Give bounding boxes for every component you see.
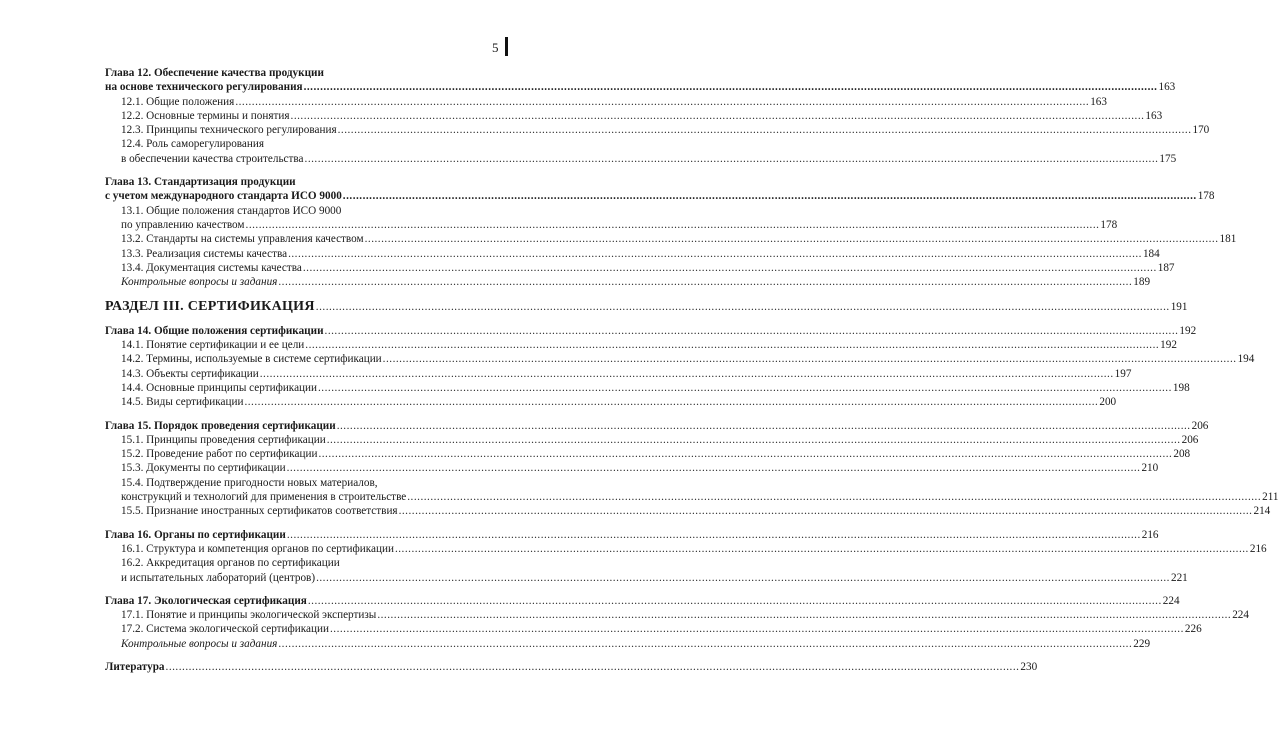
chapter-12-title[interactable]: Глава 12. Обеспечение качества продукции xyxy=(105,67,324,79)
toc-entry-text: 14.2. Термины, используемые в системе сертификации xyxy=(121,353,382,366)
toc-entry-cont[interactable] xyxy=(105,571,1188,585)
dot-leader xyxy=(330,622,1184,636)
toc-entry-text: РАЗДЕЛ III. СЕРТИФИКАЦИЯ xyxy=(105,299,315,315)
control-questions-entry[interactable] xyxy=(105,637,1151,651)
dot-leader xyxy=(288,247,1142,261)
page-ref: 211 xyxy=(1262,491,1279,504)
dot-leader xyxy=(383,352,1237,366)
chapter-15-title[interactable] xyxy=(105,419,1209,433)
toc-entry[interactable] xyxy=(105,109,1163,123)
toc-entry-text: 14.3. Объекты сертификации xyxy=(121,367,259,380)
page-ref: 208 xyxy=(1173,448,1191,461)
dot-leader xyxy=(327,433,1181,447)
part-3-title[interactable] xyxy=(105,299,1188,315)
page-ref: 163 xyxy=(1090,95,1107,108)
toc-entry[interactable] xyxy=(105,367,1132,381)
toc-entry-text: 13.2. Стандарты на системы управления качеством xyxy=(121,233,364,246)
dot-leader xyxy=(235,95,1089,109)
toc-entry-text: 14.4. Основные принципы сертификации xyxy=(121,381,317,394)
toc-entry-text: на основе технического регулирования xyxy=(105,81,303,94)
page-ref: 200 xyxy=(1099,396,1117,409)
chapter-13-title-cont[interactable] xyxy=(105,189,1215,203)
page-ref: 175 xyxy=(1159,152,1177,165)
toc-entry-text: Контрольные вопросы и задания xyxy=(121,276,278,289)
toc-entry[interactable] xyxy=(105,261,1175,275)
dot-leader xyxy=(399,504,1253,518)
table-of-contents xyxy=(105,66,1279,674)
toc-entry-text: 17.2. Система экологической сертификации xyxy=(121,623,329,636)
page-ref: 178 xyxy=(1100,218,1118,231)
dot-leader xyxy=(278,275,1132,289)
toc-entry-text: по управлению качеством xyxy=(121,218,245,231)
page-ref: 198 xyxy=(1172,381,1190,394)
chapter-16-title[interactable] xyxy=(105,528,1159,542)
page-ref: 194 xyxy=(1237,353,1255,366)
dot-leader xyxy=(278,637,1132,651)
toc-entry-cont[interactable] xyxy=(105,152,1177,166)
dot-leader xyxy=(365,232,1219,246)
toc-entry-text: 12.2. Основные термины и понятия xyxy=(121,109,290,122)
page-ref: 230 xyxy=(1020,660,1038,673)
toc-entry[interactable] xyxy=(105,352,1255,366)
toc-entry-cont[interactable] xyxy=(105,218,1118,232)
page-ref: 214 xyxy=(1253,505,1271,518)
page-ref: 178 xyxy=(1197,190,1215,203)
page-number: 5 xyxy=(492,40,499,55)
page-ref: 229 xyxy=(1133,637,1151,650)
dot-leader xyxy=(287,461,1141,475)
page-ref: 163 xyxy=(1145,109,1163,122)
page-ref: 191 xyxy=(1170,301,1188,314)
toc-entry-text: 15.1. Принципы проведения сертификации xyxy=(121,433,326,446)
toc-entry-text: 14.1. Понятие сертификации и ее цели xyxy=(121,339,305,352)
toc-entry-text: 12.3. Принципы технического регулирования xyxy=(121,124,337,137)
chapter-13-title[interactable]: Глава 13. Стандартизация продукции xyxy=(105,176,296,189)
dot-leader xyxy=(337,419,1191,433)
dot-leader xyxy=(244,395,1098,409)
dot-leader xyxy=(303,261,1157,275)
toc-entry-text: 14.5. Виды сертификации xyxy=(121,396,244,409)
dot-leader xyxy=(325,324,1179,338)
page-ref: 170 xyxy=(1192,124,1210,137)
toc-entry-text: и испытательных лабораторий (центров) xyxy=(121,571,316,584)
control-questions-entry[interactable] xyxy=(105,275,1151,289)
toc-entry-text: 16.1. Структура и компетенция органов по сертификации xyxy=(121,542,394,555)
toc-entry[interactable] xyxy=(105,461,1159,475)
toc-entry[interactable] xyxy=(105,395,1117,409)
chapter-14-title[interactable] xyxy=(105,324,1197,338)
toc-entry[interactable] xyxy=(105,447,1191,461)
toc-entry[interactable] xyxy=(105,232,1237,246)
dot-leader xyxy=(316,571,1170,585)
toc-entry-text: 15.3. Документы по сертификации xyxy=(121,462,286,475)
toc-entry[interactable] xyxy=(105,504,1271,518)
page-ref: 192 xyxy=(1160,339,1177,352)
dot-leader xyxy=(291,109,1145,123)
page-ref: 181 xyxy=(1219,233,1237,246)
page-ref: 192 xyxy=(1179,324,1197,337)
toc-entry-text: Литература xyxy=(105,660,165,673)
page-ref: 187 xyxy=(1157,261,1175,274)
chapter-17-title[interactable] xyxy=(105,594,1180,608)
toc-entry-text: 15.2. Проведение работ по сертификации xyxy=(121,448,318,461)
toc-entry-text: конструкций и технологий для применения в строительстве xyxy=(121,491,407,504)
dot-leader xyxy=(316,300,1170,314)
literature-entry[interactable] xyxy=(105,660,1038,674)
chapter-12-title-cont[interactable] xyxy=(105,80,1176,94)
dot-leader xyxy=(318,447,1172,461)
page-ref: 224 xyxy=(1162,594,1180,607)
page-ref: 184 xyxy=(1142,247,1160,260)
toc-entry-text: Глава 15. Порядок проведения сертификации xyxy=(105,419,336,432)
dot-leader xyxy=(343,189,1197,203)
toc-entry[interactable] xyxy=(105,542,1267,556)
dot-leader xyxy=(305,152,1159,166)
page-ref: 224 xyxy=(1232,609,1249,622)
toc-entry-text: Глава 16. Органы по сертификации xyxy=(105,528,286,541)
toc-entry-cont[interactable] xyxy=(105,490,1279,504)
page-ref: 226 xyxy=(1184,623,1202,636)
page-ref: 221 xyxy=(1170,571,1188,584)
toc-entry[interactable] xyxy=(105,95,1107,109)
toc-entry-text: Контрольные вопросы и задания xyxy=(121,637,278,650)
toc-entry-text: Глава 17. Экологическая сертификация xyxy=(105,594,307,607)
toc-entry-text: в обеспечении качества строительства xyxy=(121,152,304,165)
page-marker-bar xyxy=(505,37,508,56)
dot-leader xyxy=(305,338,1159,352)
page-ref: 216 xyxy=(1141,528,1159,541)
toc-entry[interactable] xyxy=(105,433,1199,447)
page-ref: 189 xyxy=(1133,276,1151,289)
page-ref: 206 xyxy=(1181,433,1199,446)
toc-entry-text: Глава 14. Общие положения сертификации xyxy=(105,324,324,337)
toc-entry[interactable]: 16.2. Аккредитация органов по сертификации xyxy=(121,557,340,570)
toc-entry[interactable] xyxy=(105,247,1160,261)
dot-leader xyxy=(304,80,1158,94)
toc-entry[interactable]: 12.4. Роль саморегулирования xyxy=(121,138,265,151)
toc-entry-text: 13.3. Реализация системы качества xyxy=(121,247,288,260)
toc-entry[interactable] xyxy=(105,381,1190,395)
dot-leader xyxy=(338,123,1192,137)
toc-entry-text: 17.1. Понятие и принципы экологической экспертизы xyxy=(121,609,377,622)
toc-entry[interactable]: 13.1. Общие положения стандартов ИСО 9000 xyxy=(121,204,342,217)
toc-entry-text: 13.4. Документация системы качества xyxy=(121,261,302,274)
toc-entry[interactable] xyxy=(105,123,1210,137)
dot-leader xyxy=(395,542,1249,556)
toc-entry-text: 15.5. Признание иностранных сертификатов соответствия xyxy=(121,505,398,518)
dot-leader xyxy=(377,608,1231,622)
dot-leader xyxy=(407,490,1261,504)
page-ref: 210 xyxy=(1141,462,1159,475)
page-ref: 197 xyxy=(1114,367,1132,380)
page-ref: 216 xyxy=(1249,542,1267,555)
toc-entry[interactable] xyxy=(105,608,1249,622)
dot-leader xyxy=(287,528,1141,542)
page-ref: 206 xyxy=(1191,419,1209,432)
toc-entry-text: с учетом международного стандарта ИСО 9000 xyxy=(105,190,342,203)
toc-entry[interactable] xyxy=(105,622,1202,636)
toc-entry-text: 12.1. Общие положения xyxy=(121,95,235,108)
dot-leader xyxy=(318,381,1172,395)
dot-leader xyxy=(260,367,1114,381)
dot-leader xyxy=(308,594,1162,608)
toc-entry[interactable]: 15.4. Подтверждение пригодности новых материалов, xyxy=(121,476,378,489)
page-ref: 163 xyxy=(1158,81,1176,94)
toc-entry[interactable] xyxy=(105,338,1177,352)
dot-leader xyxy=(246,218,1100,232)
dot-leader xyxy=(166,660,1020,674)
